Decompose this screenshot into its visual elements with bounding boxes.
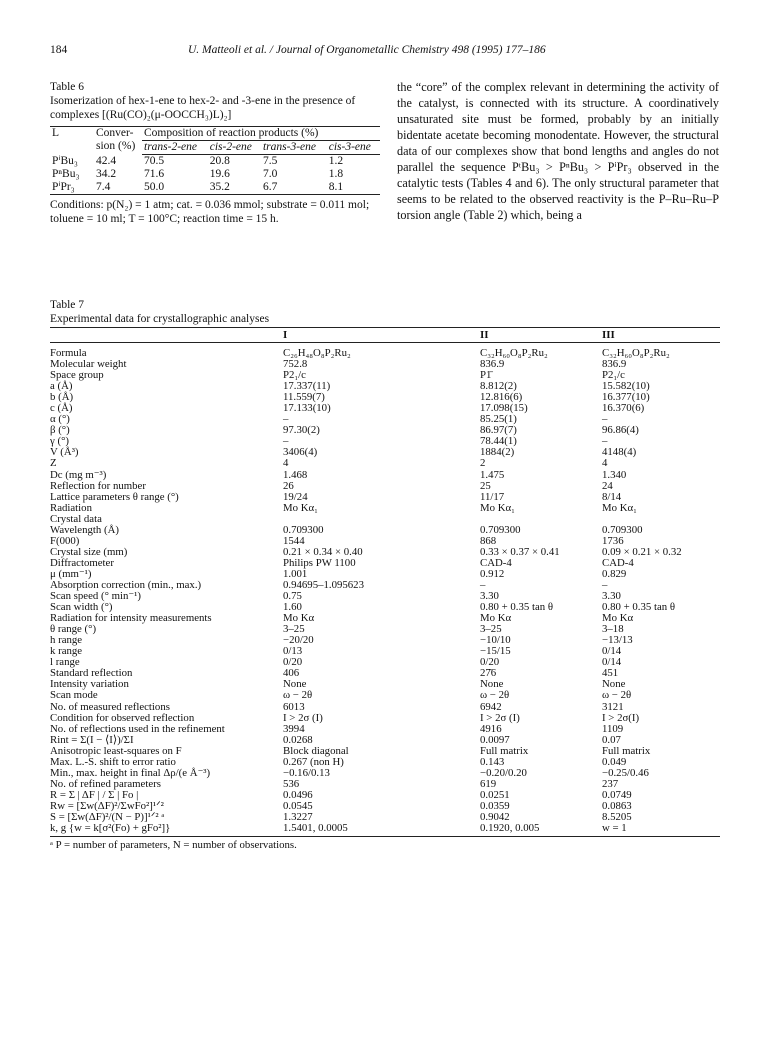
table-cell: 0.1920, 0.005 bbox=[480, 822, 540, 835]
table-cell: C₃₂H₆₀O₈P₂Ru₂ bbox=[602, 347, 670, 359]
table-cell: 8.5205 bbox=[602, 810, 632, 823]
table-row-label: k range bbox=[50, 645, 83, 658]
table-cell: 0.0749 bbox=[602, 788, 632, 801]
table-cell: 1.468 bbox=[283, 468, 308, 481]
table-cell: – bbox=[602, 413, 608, 426]
table-cell: – bbox=[480, 578, 486, 591]
table-cell: 6942 bbox=[480, 700, 502, 713]
table-6-caption-line1: Isomerization of hex-1-ene to hex-2- and -3-ene in the presence of bbox=[50, 95, 356, 107]
table-7-footnote: ᵃ P = number of parameters, N = number of observations. bbox=[50, 839, 297, 852]
table-cell: 3–25 bbox=[480, 623, 502, 636]
table-cell: Mo Kα₁ bbox=[602, 501, 637, 514]
table-row bbox=[50, 470, 720, 481]
table-cell: 868 bbox=[480, 534, 497, 547]
table-cell: PⁿBu₃ bbox=[52, 168, 80, 180]
table-cell: −10/10 bbox=[480, 634, 511, 647]
table-cell: Mo Kα bbox=[602, 612, 634, 625]
table-7-caption-block bbox=[50, 298, 269, 326]
table-row-label: Z bbox=[50, 457, 57, 470]
table-cell: 34.2 bbox=[96, 168, 117, 180]
table-6-notes-line1: Conditions: p(N₂) = 1 atm; cat. = 0.036 mmol; substrate = 0.011 mol; bbox=[50, 199, 370, 211]
table-cell: w = 1 bbox=[602, 822, 627, 835]
table-cell: 42.4 bbox=[96, 154, 117, 167]
table-row-label: Anisotropic least-squares on F bbox=[50, 744, 182, 757]
table-cell: 619 bbox=[480, 777, 497, 790]
table-cell: CAD-4 bbox=[602, 556, 634, 569]
table-cell: I > 2σ (I) bbox=[480, 711, 520, 724]
table-row-label: Lattice parameters θ range (°) bbox=[50, 490, 179, 503]
table-cell: 451 bbox=[602, 667, 619, 680]
table-6-header-l: L bbox=[50, 127, 94, 155]
table-row bbox=[50, 503, 720, 514]
table-cell: 0.0251 bbox=[480, 788, 510, 801]
table-cell: 78.44(1) bbox=[480, 435, 517, 448]
table-cell: 4148(4) bbox=[602, 446, 637, 459]
table-row-label: α (°) bbox=[50, 413, 70, 426]
table-cell: 237 bbox=[602, 777, 619, 790]
table-cell: Mo Kα bbox=[480, 612, 512, 625]
table-cell: 0.829 bbox=[602, 567, 627, 580]
table-cell: 0/14 bbox=[602, 645, 622, 658]
table-cell: 7.0 bbox=[262, 168, 278, 180]
table-row-label: Rw = [Σw(ΔF)²/ΣwFo²]¹ᐟ² bbox=[50, 799, 164, 812]
table-cell: 0.267 (non H) bbox=[283, 755, 344, 768]
table-cell: 17.337(11) bbox=[283, 380, 331, 393]
table-row-label: No. of measured reflections bbox=[50, 700, 170, 713]
table-cell: Philips PW 1100 bbox=[283, 556, 356, 569]
table-cell: – bbox=[283, 435, 289, 448]
table-row bbox=[50, 447, 720, 458]
table-row-label: c (Å) bbox=[50, 402, 73, 415]
table-row-label: Radiation for intensity measurements bbox=[50, 612, 212, 625]
table-cell: 86.97(7) bbox=[480, 424, 517, 437]
table-row bbox=[50, 724, 720, 735]
table-cell: 15.582(10) bbox=[602, 380, 650, 393]
table-row-label: Standard reflection bbox=[50, 667, 133, 680]
table-row bbox=[50, 181, 380, 195]
table-cell: 26 bbox=[283, 479, 294, 492]
table-cell: 3–18 bbox=[602, 623, 624, 636]
table-row-label: Formula bbox=[50, 347, 87, 359]
table-cell: Full matrix bbox=[480, 744, 529, 757]
table-cell: 1544 bbox=[283, 534, 305, 547]
table-row-label: l range bbox=[50, 656, 80, 669]
table-row bbox=[50, 713, 720, 724]
table-6-subheader: cis-2-ene bbox=[208, 141, 261, 155]
table-cell: −0.16/0.13 bbox=[283, 766, 330, 779]
table-cell: 0.0359 bbox=[480, 799, 510, 812]
table-cell: 0.709300 bbox=[283, 523, 324, 536]
table-cell: Block diagonal bbox=[283, 744, 349, 757]
table-row-label: S = [Σw(ΔF)²/(N − P)]¹ᐟ² ᵃ bbox=[50, 810, 165, 823]
table-cell: P2₁/c bbox=[283, 369, 306, 382]
table-cell: 1.60 bbox=[283, 601, 302, 614]
table-cell: C₃₂H₆₀O₈P₂Ru₂ bbox=[480, 347, 548, 359]
table-row bbox=[50, 425, 720, 436]
table-6-grid bbox=[50, 126, 380, 195]
table-row bbox=[50, 492, 720, 503]
table-cell: 0/13 bbox=[283, 645, 303, 658]
table-cell: 4 bbox=[602, 457, 608, 470]
table-row-label: R = Σ | ΔF | / Σ | Fo | bbox=[50, 788, 139, 801]
table-cell: 2 bbox=[480, 457, 486, 470]
table-row-label: Crystal size (mm) bbox=[50, 545, 128, 558]
table-cell: 12.816(6) bbox=[480, 391, 523, 404]
table-row-label: Scan width (°) bbox=[50, 601, 113, 614]
table-cell: 85.25(1) bbox=[480, 413, 517, 426]
table-cell: 17.098(15) bbox=[480, 402, 528, 415]
table-row bbox=[50, 481, 720, 492]
table-cell: ω − 2θ bbox=[283, 689, 313, 702]
table-cell: I > 2σ (I) bbox=[283, 711, 323, 724]
table-row-label: Radiation bbox=[50, 501, 92, 514]
table-row-label: Intensity variation bbox=[50, 678, 129, 691]
table-cell: 19/24 bbox=[283, 490, 308, 503]
table-7-header bbox=[50, 328, 720, 342]
table-cell: CAD-4 bbox=[480, 556, 512, 569]
page-number: 184 bbox=[50, 44, 68, 56]
table-cell: 20.8 bbox=[209, 155, 230, 167]
table-cell: – bbox=[602, 578, 608, 591]
table-cell: 27̄6 bbox=[480, 667, 497, 680]
table-cell: 50.0 bbox=[142, 181, 208, 195]
table-cell: 16.377(10) bbox=[602, 391, 650, 404]
table-cell: 1.8 bbox=[328, 168, 344, 180]
table-cell: 1.475 bbox=[480, 468, 505, 481]
table-6-notes bbox=[50, 198, 380, 226]
table-cell: C₂₆H₄₈O₈P₂Ru₂ bbox=[283, 347, 351, 359]
table-row-label: Dc (mg m⁻³) bbox=[50, 468, 107, 481]
table-cell: 11.559(7) bbox=[283, 391, 325, 404]
table-cell: 0.33 × 0.37 × 0.41 bbox=[480, 545, 560, 558]
table-row-label: V (Å³) bbox=[50, 446, 79, 459]
table-cell: P2₁/c bbox=[602, 369, 625, 382]
table-cell: 752.8 bbox=[283, 358, 308, 371]
table-cell: 0/20 bbox=[480, 656, 500, 669]
table-row-label: h range bbox=[50, 634, 83, 647]
table-row-label: Wavelength (Å) bbox=[50, 523, 119, 536]
table-cell: 536 bbox=[283, 777, 300, 790]
table-row-label: Scan speed (° min⁻¹) bbox=[50, 590, 141, 603]
table-row-label: No. of refined parameters bbox=[50, 777, 161, 790]
table-cell: 0.07 bbox=[602, 733, 621, 746]
table-cell: −15/15 bbox=[480, 645, 511, 658]
table-6-notes-line2: toluene = 10 ml; T = 100°C; reaction time = 15 h. bbox=[50, 213, 279, 225]
table-row-label: b (Å) bbox=[50, 391, 74, 404]
table-7-col-header: I bbox=[283, 329, 288, 341]
table-6-subheader: trans-2-ene bbox=[142, 141, 208, 155]
table-row-label: Molecular weight bbox=[50, 358, 127, 371]
table-cell: 0.80 + 0.35 tan θ bbox=[602, 601, 676, 614]
table-7-body bbox=[50, 348, 720, 834]
table-cell: 24 bbox=[602, 479, 613, 492]
table-6-subheader: cis-3-ene bbox=[327, 141, 380, 155]
table-row-label: θ range (°) bbox=[50, 623, 97, 636]
table-cell: 6013 bbox=[283, 700, 305, 713]
table-cell: 1.340 bbox=[602, 468, 627, 481]
table-cell: 1736 bbox=[602, 534, 624, 547]
table-cell: 0.143 bbox=[480, 755, 505, 768]
table-cell: 1109 bbox=[602, 722, 624, 735]
table-row-label: F(000) bbox=[50, 534, 80, 547]
table-row-label: β (°) bbox=[50, 424, 70, 437]
table-cell: ω − 2θ bbox=[602, 689, 632, 702]
table-cell: Full matrix bbox=[602, 744, 651, 757]
table-6-subheader: trans-3-ene bbox=[261, 141, 327, 155]
table-cell: 8.1 bbox=[327, 181, 380, 195]
table-row bbox=[50, 690, 720, 701]
table-row bbox=[50, 155, 380, 169]
table-cell: Mo Kα₁ bbox=[283, 501, 318, 514]
table-row-label: Max. L.-S. shift to error ratio bbox=[50, 755, 176, 768]
table-cell: 97.30(2) bbox=[283, 424, 320, 437]
table-6-header-conversion: Conver- sion (%) bbox=[94, 127, 142, 155]
table-cell: 8/14 bbox=[602, 490, 622, 503]
table-cell: 16.370(6) bbox=[602, 402, 645, 415]
table-cell: Mo Kα₁ bbox=[480, 501, 515, 514]
table-cell: – bbox=[602, 435, 608, 448]
table-6-label: Table 6 bbox=[50, 81, 85, 93]
table-row-label: No. of reflections used in the refinement bbox=[50, 722, 225, 735]
table-cell: 0.94695–1.095623 bbox=[283, 578, 364, 591]
table-cell: 0.0268 bbox=[283, 733, 313, 746]
table-row-label: Crystal data bbox=[50, 512, 102, 525]
table-row-label: μ (mm⁻¹) bbox=[50, 567, 92, 580]
table-cell: PⁱBu₃ bbox=[52, 154, 78, 167]
table-row-label: Condition for observed reflection bbox=[50, 711, 195, 724]
table-row bbox=[50, 403, 720, 414]
table-cell: 70.5 bbox=[144, 155, 165, 167]
table-6-header-composition: Composition of reaction products (%) bbox=[142, 127, 380, 141]
table-row-label: k, g {w = k[σ²(Fo) + gFo²]} bbox=[50, 822, 171, 835]
table-cell: 0.0496 bbox=[283, 788, 313, 801]
table-cell: 71.6 bbox=[144, 168, 165, 180]
table-cell: None bbox=[480, 678, 504, 691]
table-cell: None bbox=[283, 678, 307, 691]
table-cell: 7.5 bbox=[262, 155, 278, 167]
table-cell: 406 bbox=[283, 667, 300, 680]
table-cell: Mo Kα bbox=[283, 612, 315, 625]
table-cell: P1̄ bbox=[480, 369, 492, 382]
table-7-col-header: II bbox=[480, 329, 489, 341]
table-cell: −0.25/0.46 bbox=[602, 766, 649, 779]
table-7-bottom-rule bbox=[50, 836, 720, 837]
table-cell: ω − 2θ bbox=[480, 689, 510, 702]
table-cell: 3121 bbox=[602, 700, 624, 713]
running-head: U. Matteoli et al. / Journal of Organometallic Chemistry 498 (1995) 177–186 bbox=[188, 44, 546, 56]
table-cell: 3.30 bbox=[602, 590, 621, 603]
table-row-label: Rint = Σ(I − ⟨I⟩)/ΣI bbox=[50, 733, 134, 746]
table-row-label: Min., max. height in final Δρ/(e Å⁻³) bbox=[50, 766, 211, 779]
table-row bbox=[50, 168, 380, 181]
table-cell: 836.9 bbox=[602, 358, 627, 371]
table-cell: 3.30 bbox=[480, 590, 499, 603]
table-row-label: Space group bbox=[50, 369, 104, 382]
table-row-label: Scan mode bbox=[50, 689, 98, 702]
table-6-caption-line2: complexes [(Ru(CO)₂(μ-OOCCH₃)L)₂] bbox=[50, 109, 232, 121]
table-cell: I > 2σ(I) bbox=[602, 711, 640, 724]
table-7-header-rule bbox=[50, 342, 720, 343]
table-cell: −20/20 bbox=[283, 634, 314, 647]
body-paragraph: the “core” of the complex relevant in determining the activity of the catalyst, is connected with its structure. A coordinatively unsaturated site must be formed, probably by an initially bidentate acetate becoming monodentate. However, the structural data of our complexes show that bond lengths and angles do not parallel the sequence PᵗBu₃ > PⁿBu₃ > PⁱPr₃ observed in the catalytic tests (Tables 4 and 6). The only structural parameter that seems to be related to the observed reactivity is the P–Ru–Ru–P torsion angle (Table 2) which, being a bbox=[397, 80, 719, 222]
table-cell: 35.2 bbox=[208, 181, 261, 195]
table-cell: 0.9042 bbox=[480, 810, 510, 823]
table-cell: 96.86(4) bbox=[602, 424, 639, 437]
table-row-label: Diffractometer bbox=[50, 556, 114, 569]
table-cell: 0.049 bbox=[602, 755, 627, 768]
table-cell: 0/14 bbox=[602, 656, 622, 669]
table-cell: None bbox=[602, 678, 626, 691]
table-cell: 0/20 bbox=[283, 656, 303, 669]
table-cell: 1.3227 bbox=[283, 810, 313, 823]
table-cell: 4 bbox=[283, 457, 289, 470]
table-cell: 3–25 bbox=[283, 623, 305, 636]
table-cell: PⁱPr₃ bbox=[50, 181, 94, 195]
table-cell: 0.709300 bbox=[602, 523, 643, 536]
table-cell: 0.709300 bbox=[480, 523, 521, 536]
table-row-label: Absorption correction (min., max.) bbox=[50, 578, 202, 591]
table-cell: 8.812(2) bbox=[480, 380, 517, 393]
table-cell: 1.001 bbox=[283, 567, 308, 580]
table-row bbox=[50, 702, 720, 713]
table-cell: 836.9 bbox=[480, 358, 505, 371]
table-7-caption: Experimental data for crystallographic analyses bbox=[50, 313, 270, 325]
table-cell: −13/13 bbox=[602, 634, 633, 647]
table-cell: 1.2 bbox=[328, 155, 344, 167]
table-7 bbox=[50, 327, 720, 851]
table-cell: – bbox=[283, 413, 289, 426]
table-row bbox=[50, 657, 720, 668]
table-cell: 0.0545 bbox=[283, 799, 313, 812]
table-cell: 19.6 bbox=[209, 168, 230, 180]
table-cell: 0.0863 bbox=[602, 799, 632, 812]
table-7-label: Table 7 bbox=[50, 299, 85, 311]
table-cell: 1.5401, 0.0005 bbox=[283, 822, 348, 835]
table-row-label: γ (°) bbox=[50, 435, 69, 448]
table-row-label: a (Å) bbox=[50, 380, 73, 393]
table-cell: 4916 bbox=[480, 722, 502, 735]
table-cell: 1884(2) bbox=[480, 446, 515, 459]
table-cell: 0.912 bbox=[480, 567, 505, 580]
table-6 bbox=[50, 80, 380, 226]
table-row bbox=[50, 823, 720, 834]
table-cell: 11/17 bbox=[480, 490, 505, 503]
table-cell: 3994 bbox=[283, 722, 305, 735]
table-cell: 0.75 bbox=[283, 590, 302, 603]
table-7-col-header: III bbox=[602, 329, 615, 341]
table-row-label: Reflection for number bbox=[50, 479, 146, 492]
table-cell: 0.21 × 0.34 × 0.40 bbox=[283, 545, 363, 558]
table-cell: 7.4 bbox=[94, 181, 142, 195]
table-cell: 0.09 × 0.21 × 0.32 bbox=[602, 545, 682, 558]
table-cell: 17.133(10) bbox=[283, 402, 331, 415]
table-cell: 0.80 + 0.35 tan θ bbox=[480, 601, 554, 614]
table-cell: 25 bbox=[480, 479, 491, 492]
table-row bbox=[50, 458, 720, 469]
table-cell: −0.20/0.20 bbox=[480, 766, 527, 779]
table-cell: 6.7 bbox=[261, 181, 327, 195]
table-cell: 0.0097 bbox=[480, 733, 510, 746]
table-cell: 3406(4) bbox=[283, 446, 318, 459]
